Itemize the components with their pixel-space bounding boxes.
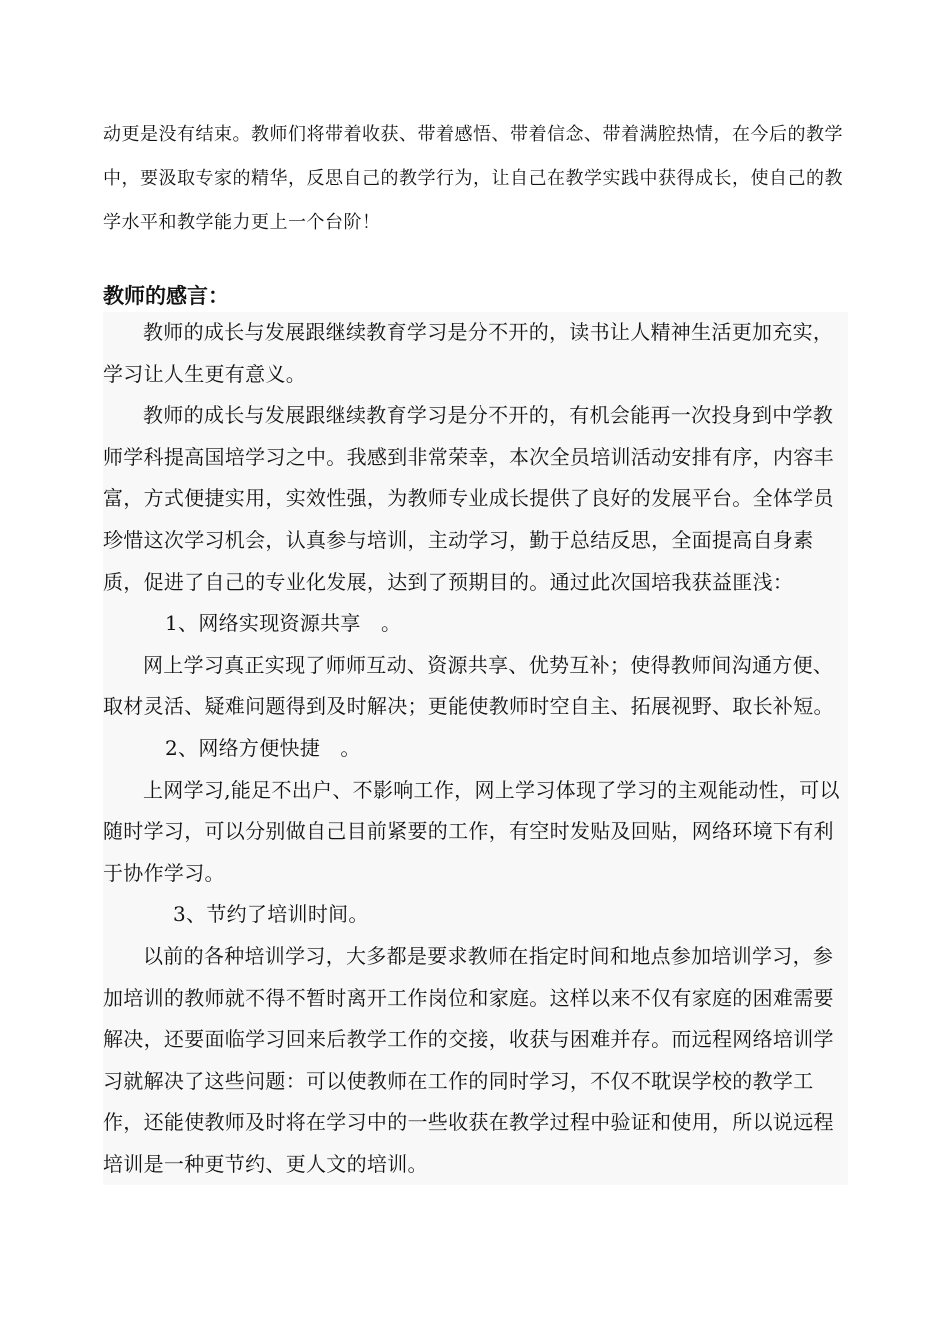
- section-body: [103, 312, 848, 1185]
- intro-line: 学水平和教学能力更上一个台阶！: [103, 212, 381, 233]
- intro-line: 中，要汲取专家的精华，反思自己的教学行为，让自己在教学实践中获得成长，使自己的教: [103, 168, 843, 189]
- paragraph: 教师的成长与发展跟继续教育学习是分不开的，读书让人精神生活更加充实，学习让人生更有意义。: [103, 320, 834, 386]
- numbered-point: 3、节约了培训时间。: [173, 902, 369, 927]
- paragraph: 网上学习真正实现了师师互动、资源共享、优势互补；使得教师间沟通方便、取材灵活、疑难问题得到及时解决；更能使教师时空自主、拓展视野、取长补短。: [103, 652, 834, 719]
- section-heading: 教师的感言：: [103, 284, 229, 308]
- intro-paragraph: [103, 113, 853, 245]
- paragraph: 以前的各种培训学习，大多都是要求教师在指定时间和地点参加培训学习，参加培训的教师就不得不暂时离开工作岗位和家庭。这样以来不仅有家庭的困难需要解决，还要面临学习回来后教学工作的交接，收获与困难并存。而远程网络培训学习就解决了这些问题：可以使教师在工作的同时学习，不仅不耽误学校的教学工作，还能使教师及时将在学习中的一些收获在教学过程中验证和使用，所以说远程培训是一种更节约、更人文的培训。: [103, 943, 834, 1176]
- numbered-point: 1、网络实现资源共享 。: [165, 611, 402, 636]
- numbered-point: 2、网络方便快捷 。: [165, 735, 361, 760]
- intro-line: 动更是没有结束。教师们将带着收获、带着感悟、带着信念、带着满腔热情，在今后的教学: [103, 124, 843, 145]
- paragraph: 教师的成长与发展跟继续教育学习是分不开的，有机会能再一次投身到中学教师学科提高国培学习之中。我感到非常荣幸，本次全员培训活动安排有序，内容丰富，方式便捷实用，实效性强，为教师专业成长提供了良好的发展平台。全体学员珍惜这次学习机会，认真参与培训，主动学习，勤于总结反思，全面提高自身素质，促进了自己的专业化发展，达到了预期目的。通过此次国培我获益匪浅：: [103, 403, 834, 594]
- paragraph: 上网学习,能足不出户、不影响工作，网上学习体现了学习的主观能动性，可以随时学习，可以分别做自己目前紧要的工作，有空时发贴及回贴，网络环境下有利于协作学习。: [103, 777, 840, 885]
